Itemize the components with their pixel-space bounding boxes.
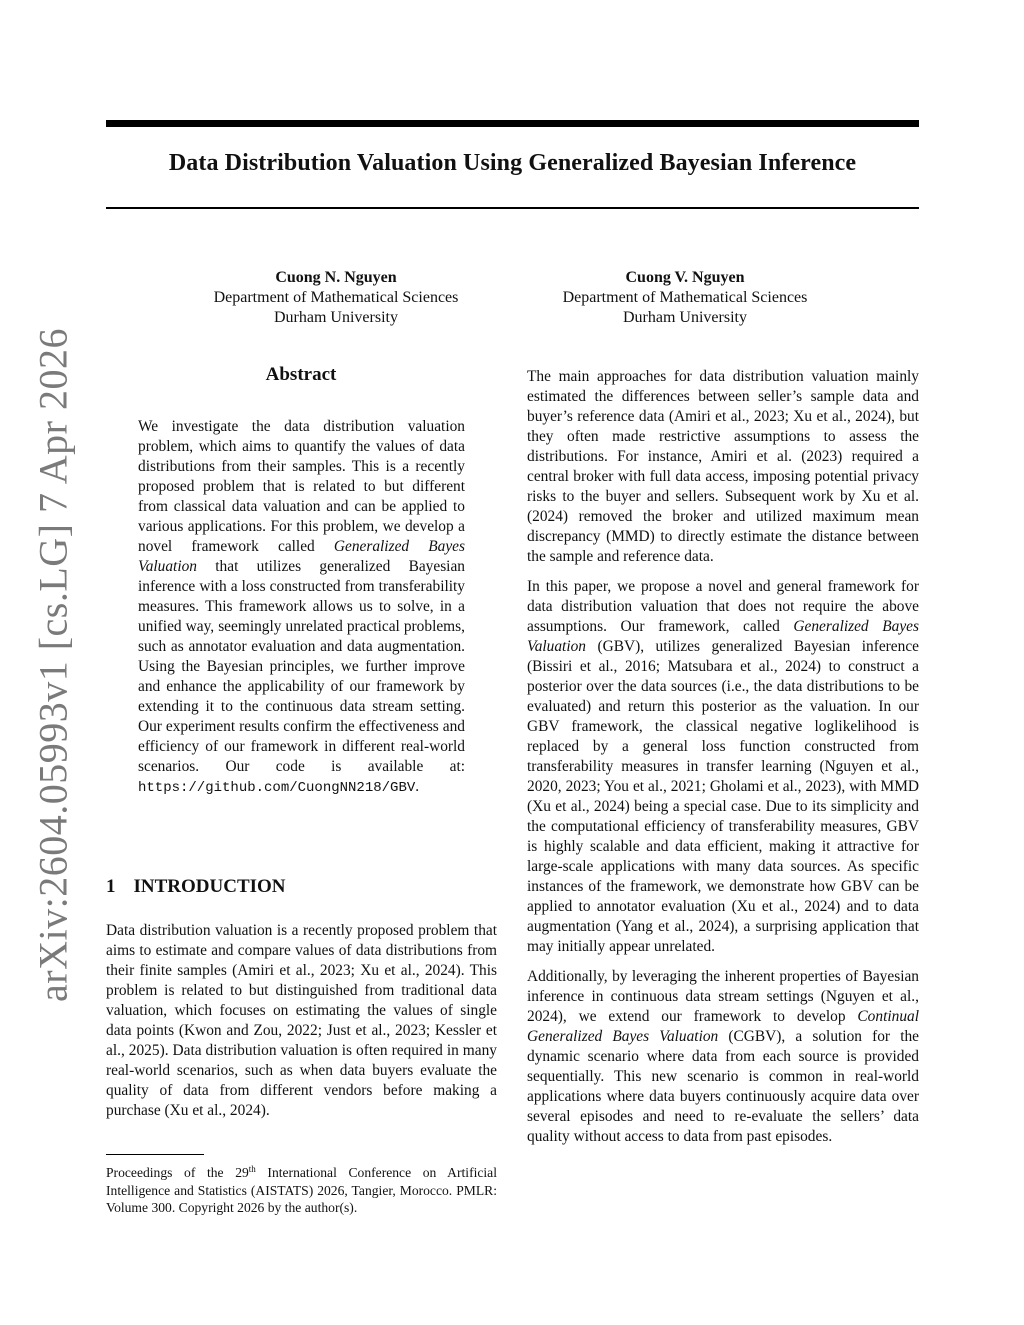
footnote bbox=[106, 1161, 497, 1217]
framework-name: Generalized Bayes Valuation bbox=[527, 618, 919, 655]
paragraph bbox=[527, 577, 919, 957]
footnote-superscript: th bbox=[248, 1164, 256, 1174]
paragraph-text: In this paper, we propose a novel and general framework for data distribution valuation that does not require the above assumptions. Our framework, called bbox=[527, 578, 919, 635]
code-link[interactable]: https://github.com/CuongNN218/GBV bbox=[138, 780, 416, 796]
right-column bbox=[527, 367, 919, 1157]
paragraph-text: (CGBV), a solution for the dynamic scenario where data from each source is provided sequentially. This new scenario is common in real-world applications where data buyers continuously acquire data over several episodes and need to re-evaluate the sellers’ data quality without access to data from past episodes. bbox=[527, 1028, 920, 1145]
author-department: Department of Mathematical Sciences bbox=[562, 289, 808, 306]
footnote-text: International Conference on Artificial Intelligence and Statistics (AISTATS) 2026, Tangier, Morocco. PMLR: Volume 300. Copyright 2026 by the author(s). bbox=[106, 1165, 497, 1215]
arxiv-identifier: arXiv:2604.05993v1 [cs.LG] 7 Apr 2026 bbox=[30, 328, 76, 1002]
paragraph-text: (GBV), utilizes generalized Bayesian inference (Bissiri et al., 2016; Matsubara et al., 2024) to construct a posterior over the data sources (i.e., the data distributions to be evaluated) and return this posterior as the valuation. In our GBV framework, the classical negative loglikelihood is replaced by a general loss function constructed from transferability measures in transfer learning (Nguyen et al., 2020, 2023; You et al., 2021; Gholami et al., 2023), with MMD (Xu et al., 2024) being a special case. Due to its simplicity and the computational efficiency of transferability measures, GBV is highly scalable and data efficient, making it attractive for large-scale applications with many data sources. As specific instances of the framework, we demonstrate how GBV can be applied to annotator evaluation (Xu et al., 2024) and to data augmentation (Yang et al., 2024), a surprising application that may initially appear unrelated. bbox=[527, 638, 919, 955]
abstract-framework-name: Generalized Bayes Valuation bbox=[138, 538, 465, 575]
title-top-rule bbox=[106, 120, 919, 127]
introduction-paragraph: Data distribution valuation is a recently proposed problem that aims to estimate and compare values of data distributions from their finite samples (Amiri et al., 2023; Xu et al., 2024). This problem is related to but distinguished from traditional data valuation, which focuses on estimating the values of single data points (Kwon and Zou, 2022; Just et al., 2023; Kessler et al., 2025). Data distribution valuation is often required in many real-world scenarios, such as when data buyers evaluate the quality of data from different vendors before making a purchase (Xu et al., 2024). bbox=[106, 922, 497, 1119]
section-number: 1 bbox=[106, 876, 116, 897]
abstract-text-part: We investigate the data distribution valuation problem, which aims to quantify the values of data distributions from their samples. This is a recently proposed problem that is related to but different from classical data valuation and can be applied to various applications. For this problem, we develop a novel framework called bbox=[138, 418, 465, 555]
author-block-2 bbox=[520, 268, 850, 328]
section-heading-introduction bbox=[106, 876, 286, 898]
paragraph: The main approaches for data distribution valuation mainly estimated the differences between seller’s sample data and buyer’s reference data (Amiri et al., 2023; Xu et al., 2024), but they often made restrictive assumptions to assess the distributions. For instance, Amiri et al. (2023) required a central broker with full data access, imposing potential privacy risks to the buyer and sellers. Subsequent work by Xu et al. (2024) removed the broker and utilized maximum mean discrepancy (MMD) to directly estimate the distance between the sample and reference data. bbox=[527, 368, 919, 565]
title-bottom-rule bbox=[106, 207, 919, 209]
author-university: Durham University bbox=[623, 309, 747, 326]
abstract-text-part: that utilizes generalized Bayesian inference with a loss constructed from transferability measures. This framework allows us to solve, in a unified way, seemingly unrelated practical problems, such as annotator evaluation and data augmentation. Using the Bayesian principles, we further improve and enhance the applicability of our framework by extending it to the continuous data stream setting. Our experiment results confirm the effectiveness and efficiency of our framework in different real-world scenarios. Our code is available at: bbox=[138, 558, 465, 775]
abstract-text-part: . bbox=[415, 778, 420, 795]
abstract-heading: Abstract bbox=[265, 364, 337, 385]
footnote-text: Proceedings of the 29 bbox=[106, 1165, 249, 1180]
author-name: Cuong N. Nguyen bbox=[275, 269, 397, 286]
author-name: Cuong V. Nguyen bbox=[625, 269, 745, 286]
paragraph bbox=[527, 967, 919, 1147]
paper-title: Data Distribution Valuation Using Generalized Bayesian Inference bbox=[168, 150, 857, 176]
author-university: Durham University bbox=[274, 309, 398, 326]
framework-name: Continual Generalized Bayes Valuation bbox=[527, 1008, 919, 1045]
author-department: Department of Mathematical Sciences bbox=[213, 289, 459, 306]
section-title: INTRODUCTION bbox=[133, 876, 286, 897]
footnote-rule bbox=[106, 1154, 204, 1155]
paragraph-text: Additionally, by leveraging the inherent properties of Bayesian inference in continuous data stream settings (Nguyen et al., 2024), we extend our framework to develop bbox=[527, 968, 919, 1025]
abstract-text bbox=[138, 417, 465, 798]
author-block-1 bbox=[171, 268, 501, 328]
